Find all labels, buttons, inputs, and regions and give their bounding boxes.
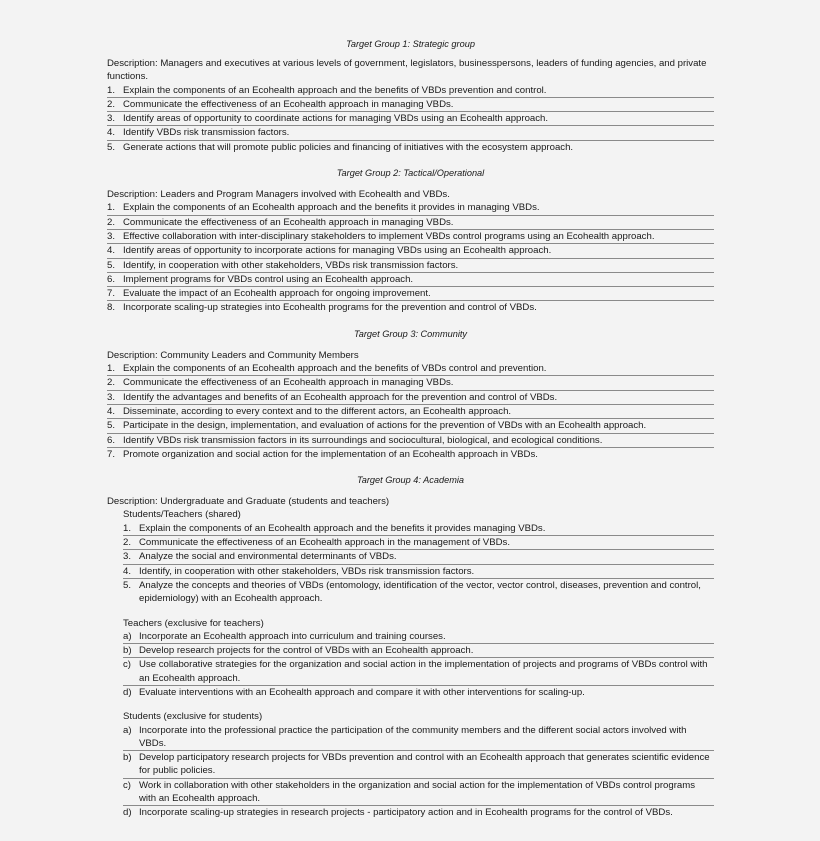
list-item xyxy=(107,141,714,154)
list-item xyxy=(123,686,714,699)
item-number: 7. xyxy=(107,288,116,300)
item-text: Participate in the design, implementation, and evaluation of actions for the prevention of VBDs with an Ecohealth approach. xyxy=(123,420,647,432)
item-number: 4. xyxy=(107,245,116,257)
item-text: Analyze the social and environmental determinants of VBDs. xyxy=(139,551,397,563)
list-item xyxy=(123,565,714,579)
item-text: Explain the components of an Ecohealth approach and the benefits of VBDs control and prevention. xyxy=(123,363,547,375)
item-text: Generate actions that will promote public policies and financing of initiatives with the ecosystem approach. xyxy=(123,141,574,153)
list-item xyxy=(107,376,714,390)
item-text: Analyze the concepts and theories of VBDs (entomology, identification of the vector, vector control, diseases, prevention and control, epidemiology) with an Ecohealth approach. xyxy=(139,579,701,605)
list-item xyxy=(123,806,714,819)
group-description: Description: Managers and executives at various levels of government, legislators, businesspersons, leaders of funding agencies, and private functions. xyxy=(107,58,707,83)
item-number: 3. xyxy=(107,391,116,403)
group-title: Target Group 3: Community xyxy=(353,328,468,339)
item-number: 8. xyxy=(107,302,116,314)
item-number: 2. xyxy=(107,216,116,228)
list-item xyxy=(123,751,714,779)
item-number: 1. xyxy=(107,84,116,96)
item-number: 1. xyxy=(123,522,132,534)
item-number: b) xyxy=(123,752,132,764)
objective-list xyxy=(123,522,714,606)
item-number: 6. xyxy=(107,273,116,285)
subgroup-students xyxy=(123,710,714,819)
target-group-1 xyxy=(107,38,714,154)
list-item xyxy=(107,287,714,301)
group-title: Target Group 4: Academia xyxy=(356,475,465,486)
item-text: Identify, in cooperation with other stakeholders, VBDs risk transmission factors. xyxy=(123,259,459,271)
item-number: 2. xyxy=(107,377,116,389)
list-item xyxy=(107,434,714,448)
item-number: 2. xyxy=(107,98,116,110)
item-number: 4. xyxy=(107,405,116,417)
group-title: Target Group 1: Strategic group xyxy=(346,39,475,49)
item-text: Identify VBDs risk transmission factors in its surroundings and sociocultural, biological, and ecological conditions. xyxy=(123,434,603,446)
subgroup-heading: Students/Teachers (shared) xyxy=(123,509,241,521)
list-item xyxy=(107,84,714,98)
list-item xyxy=(107,259,714,273)
item-text: Develop participatory research projects for VBDs prevention and control with an Ecohealth approach that generates scientific evidence for public policies. xyxy=(139,752,710,777)
list-item xyxy=(107,244,714,258)
item-number: b) xyxy=(123,645,132,657)
subgroup-heading: Teachers (exclusive for teachers) xyxy=(123,617,264,629)
item-text: Identify VBDs risk transmission factors. xyxy=(123,127,290,139)
list-item xyxy=(107,112,714,126)
item-text: Implement programs for VBDs control using an Ecohealth approach. xyxy=(123,273,414,285)
list-item xyxy=(107,216,714,230)
item-number: 5. xyxy=(123,579,132,591)
item-text: Communicate the effectiveness of an Ecohealth approach in managing VBDs. xyxy=(123,377,454,389)
item-number: 2. xyxy=(123,537,132,549)
item-number: d) xyxy=(123,686,132,698)
list-item xyxy=(107,419,714,433)
list-item xyxy=(107,391,714,405)
list-item xyxy=(107,201,714,215)
item-number: 3. xyxy=(107,113,116,125)
item-text: Identify areas of opportunity to incorporate actions for managing VBDs using an Ecohealth approach. xyxy=(123,245,552,257)
list-item xyxy=(107,98,714,112)
target-group-2 xyxy=(107,167,714,315)
item-text: Incorporate into the professional practice the participation of the community members and the different social actors involved with VBDs. xyxy=(139,724,687,749)
list-item xyxy=(123,579,714,606)
objective-list xyxy=(107,362,714,461)
item-text: Incorporate scaling-up strategies into Ecohealth programs for the prevention and control of VBDs. xyxy=(123,302,537,314)
list-item xyxy=(123,550,714,564)
item-number: 7. xyxy=(107,448,116,460)
list-item xyxy=(107,126,714,140)
list-item xyxy=(107,405,714,419)
target-group-3 xyxy=(107,328,714,461)
item-number: 4. xyxy=(123,565,132,577)
objective-list xyxy=(123,724,714,820)
item-number: 1. xyxy=(107,363,116,375)
group-description: Description: Undergraduate and Graduate (students and teachers) xyxy=(107,496,390,508)
list-item xyxy=(107,448,714,461)
item-text: Identify, in cooperation with other stakeholders, VBDs risk transmission factors. xyxy=(139,565,475,577)
item-text: Communicate the effectiveness of an Ecohealth approach in managing VBDs. xyxy=(123,98,454,110)
item-text: Work in collaboration with other stakeholders in the organization and social action for the implementation of VBDs control programs with an Ecohealth approach. xyxy=(139,779,696,805)
item-text: Effective collaboration with inter-disciplinary stakeholders to implement VBDs control programs using an Ecohealth approach. xyxy=(123,230,655,242)
group-description: Description: Leaders and Program Managers involved with Ecohealth and VBDs. xyxy=(107,189,450,201)
item-number: a) xyxy=(123,724,132,736)
list-item xyxy=(123,644,714,658)
subgroup-heading: Students (exclusive for students) xyxy=(123,711,263,723)
objective-list xyxy=(107,84,714,154)
list-item xyxy=(107,301,714,314)
item-number: 3. xyxy=(123,551,132,563)
item-text: Communicate the effectiveness of an Ecohealth approach in the management of VBDs. xyxy=(139,537,510,549)
item-number: 6. xyxy=(107,434,116,446)
item-number: 1. xyxy=(107,202,116,214)
list-item xyxy=(123,779,714,807)
objective-list xyxy=(123,630,714,699)
list-item xyxy=(123,724,714,752)
item-text: Identify areas of opportunity to coordinate actions for managing VBDs using an Ecohealth approach. xyxy=(123,113,549,125)
item-text: Incorporate scaling-up strategies in research projects - participatory action and in Ecohealth programs for the control of VBDs. xyxy=(139,807,673,819)
list-item xyxy=(107,230,714,244)
list-item xyxy=(123,630,714,644)
item-text: Communicate the effectiveness of an Ecohealth approach in managing VBDs. xyxy=(123,216,454,228)
subgroup-teachers xyxy=(123,617,714,700)
target-group-4 xyxy=(107,474,714,820)
item-text: Promote organization and social action for the implementation of an Ecohealth approach in VBDs. xyxy=(123,448,538,460)
item-text: Develop research projects for the control of VBDs with an Ecohealth approach. xyxy=(139,645,474,657)
group-title: Target Group 2: Tactical/Operational xyxy=(336,168,485,179)
item-text: Explain the components of an Ecohealth approach and the benefits of VBDs prevention and control. xyxy=(123,84,547,96)
list-item xyxy=(123,522,714,536)
item-number: c) xyxy=(123,659,131,671)
item-text: Disseminate, according to every context and to the different actors, an Ecohealth approach. xyxy=(123,405,512,417)
item-number: d) xyxy=(123,807,132,819)
item-number: a) xyxy=(123,630,132,642)
group-description: Description: Community Leaders and Community Members xyxy=(107,349,359,361)
item-text: Explain the components of an Ecohealth approach and the benefits it provides in managing VBDs. xyxy=(123,202,540,214)
list-item xyxy=(123,536,714,550)
list-item xyxy=(123,658,714,686)
item-number: 3. xyxy=(107,230,116,242)
item-text: Identify the advantages and benefits of an Ecohealth approach for the prevention and control of VBDs. xyxy=(123,391,558,403)
subgroup-shared xyxy=(123,508,714,605)
objective-list xyxy=(107,201,714,314)
item-number: c) xyxy=(123,779,131,791)
list-item xyxy=(107,362,714,376)
document-body xyxy=(107,38,714,820)
item-number: 5. xyxy=(107,259,116,271)
item-text: Evaluate interventions with an Ecohealth approach and compare it with other interventions for scaling-up. xyxy=(139,686,585,698)
item-text: Evaluate the impact of an Ecohealth approach for ongoing improvement. xyxy=(123,288,431,300)
item-text: Use collaborative strategies for the organization and social action in the implementation of projects and programs of VBDs control with an Ecohealth approach. xyxy=(139,659,708,684)
list-item xyxy=(107,273,714,287)
item-number: 4. xyxy=(107,127,116,139)
item-number: 5. xyxy=(107,141,116,153)
item-number: 5. xyxy=(107,420,116,432)
item-text: Incorporate an Ecohealth approach into curriculum and training courses. xyxy=(139,630,446,642)
item-text: Explain the components of an Ecohealth approach and the benefits it provides managing VBDs. xyxy=(139,522,546,534)
